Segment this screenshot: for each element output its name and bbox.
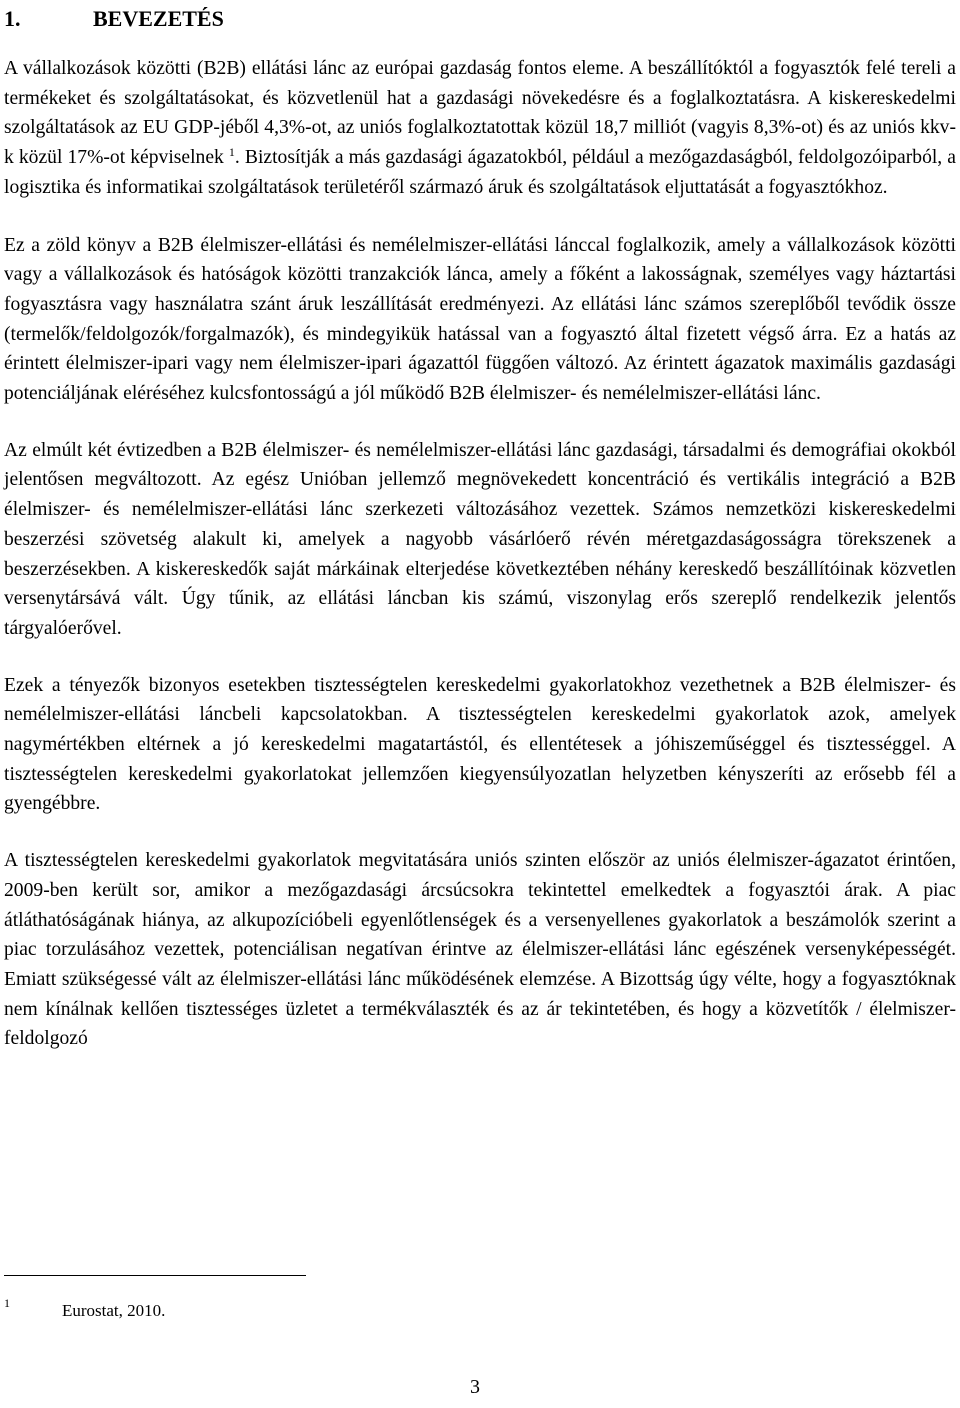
paragraph-1: [4, 54, 956, 203]
footnote-divider: [4, 1275, 306, 1276]
page-number: 3: [470, 1376, 480, 1398]
section-number: 1.: [4, 6, 21, 31]
paragraph-1-text-b: . Biztosítják a más gazdasági ágazatokból, például a mezőgazdaságból, feldolgozóiparból, a logisztika és informatikai szolgáltatások területéről származó áruk és szolgáltatások eljuttatását a fogyasztókhoz.: [4, 147, 956, 198]
paragraph-1-text-a: A vállalkozások közötti (B2B) ellátási lánc az európai gazdaság fontos eleme. A beszállítóktól a fogyasztók felé tereli a termékeket és szolgáltatásokat, és közvetlenül hat a gazdasági növekedésre és a foglalkoztatásra. A kiskereskedelmi szolgáltatások az EU GDP-jéből 4,3%-ot, az uniós foglalkoztatottak közül 18,7 milliót (vagyis 8,3%-ot) és az uniós kkv-k közül 17%-ot képviselnek: [4, 58, 956, 169]
footnote-mark: 1: [4, 1296, 10, 1310]
paragraph-3: Az elmúlt két évtizedben a B2B élelmiszer- és nemélelmiszer-ellátási lánc gazdasági, társadalmi és demográfiai okokból jelentősen megváltozott. Az egész Unióban jellemző megnövekedett koncentráció és vertikális integráció a B2B élelmiszer- és nemélelmiszer-ellátási lánc szerkezeti változásához vezettek. Számos nemzetközi kiskereskedelmi beszerzési szövetség alakult ki, amelyek a nagyobb vásárlóerő révén méretgazdaságosságra törekszenek a beszerzésekben. A kiskereskedők saját márkáinak elterjedése következtében néhány kereskedő beszállítóinak közvetlen versenytársává vált. Úgy tűnik, az ellátási láncban kis számú, viszonylag erős szereplő rendelkezik jelentős tárgyalóerővel.: [4, 439, 956, 639]
section-title: BEVEZETÉS: [93, 6, 224, 31]
footnote-text: Eurostat, 2010.: [62, 1301, 166, 1320]
section-heading: [4, 0, 956, 32]
footnote: [4, 1288, 165, 1326]
footnote-reference: 1: [228, 145, 235, 160]
document-page: [4, 0, 956, 1054]
paragraph-5: A tisztességtelen kereskedelmi gyakorlatok megvitatására uniós szinten először az uniós élelmiszer-ágazatot érintően, 2009-ben került sor, amikor a mezőgazdasági árcsúcsokra tekintettel emelkedtek a fogyasztói árak. A piac átláthatóságának hiánya, az alkupozícióbeli egyenlőtlenségek és a versenyellenes gyakorlatok a beszámolók szerint a piac torzulásához vezettek, potenciálisan negatívan érintve az élelmiszer-ellátási lánc egészének versenyképességét. Emiatt szükségessé vált az élelmiszer-ellátási lánc működésének elemzése. A Bizottság úgy vélte, hogy a fogyasztóknak nem kínálnak kellően tisztességes üzletet a termékválaszték és az ár tekintetében, és hogy a közvetítők / élelmiszer-feldolgozó: [4, 850, 956, 1050]
paragraph-4: Ezek a tényezők bizonyos esetekben tisztességtelen kereskedelmi gyakorlatokhoz vezethetnek a B2B élelmiszer- és nemélelmiszer-ellátási láncbeli kapcsolatokban. A tisztességtelen kereskedelmi gyakorlatok azok, amelyek nagymértékben eltérnek a jó kereskedelmi magatartástól, és ellentétesek a jóhiszeműséggel és tisztességgel. A tisztességtelen kereskedelmi gyakorlatokat jellemzően kiegyensúlyozatlan helyzetben kényszeríti az erősebb fél a gyengébbre.: [4, 674, 956, 815]
paragraph-2: Ez a zöld könyv a B2B élelmiszer-ellátási és nemélelmiszer-ellátási lánccal foglalkozik, amely a vállalkozások közötti vagy a vállalkozások és hatóságok közötti tranzakciók lánca, amely a főként a lakosságnak, személyes vagy háztartási fogyasztásra vagy használatra szánt áruk leszállítását eredményezi. Az ellátási lánc számos szereplőből tevődik össze (termelők/feldolgozók/forgalmazók), és mindegyikük hatással van a fogyasztó által fizetett végső árra. Ez a hatás az érintett élelmiszer-ipari vagy nem élelmiszer-ipari ágazattól függően változó. Az érintett ágazatok maximális gazdasági potenciáljának eléréséhez kulcsfontosságú a jól működő B2B élelmiszer- és nemélelmiszer-ellátási lánc.: [4, 234, 956, 405]
